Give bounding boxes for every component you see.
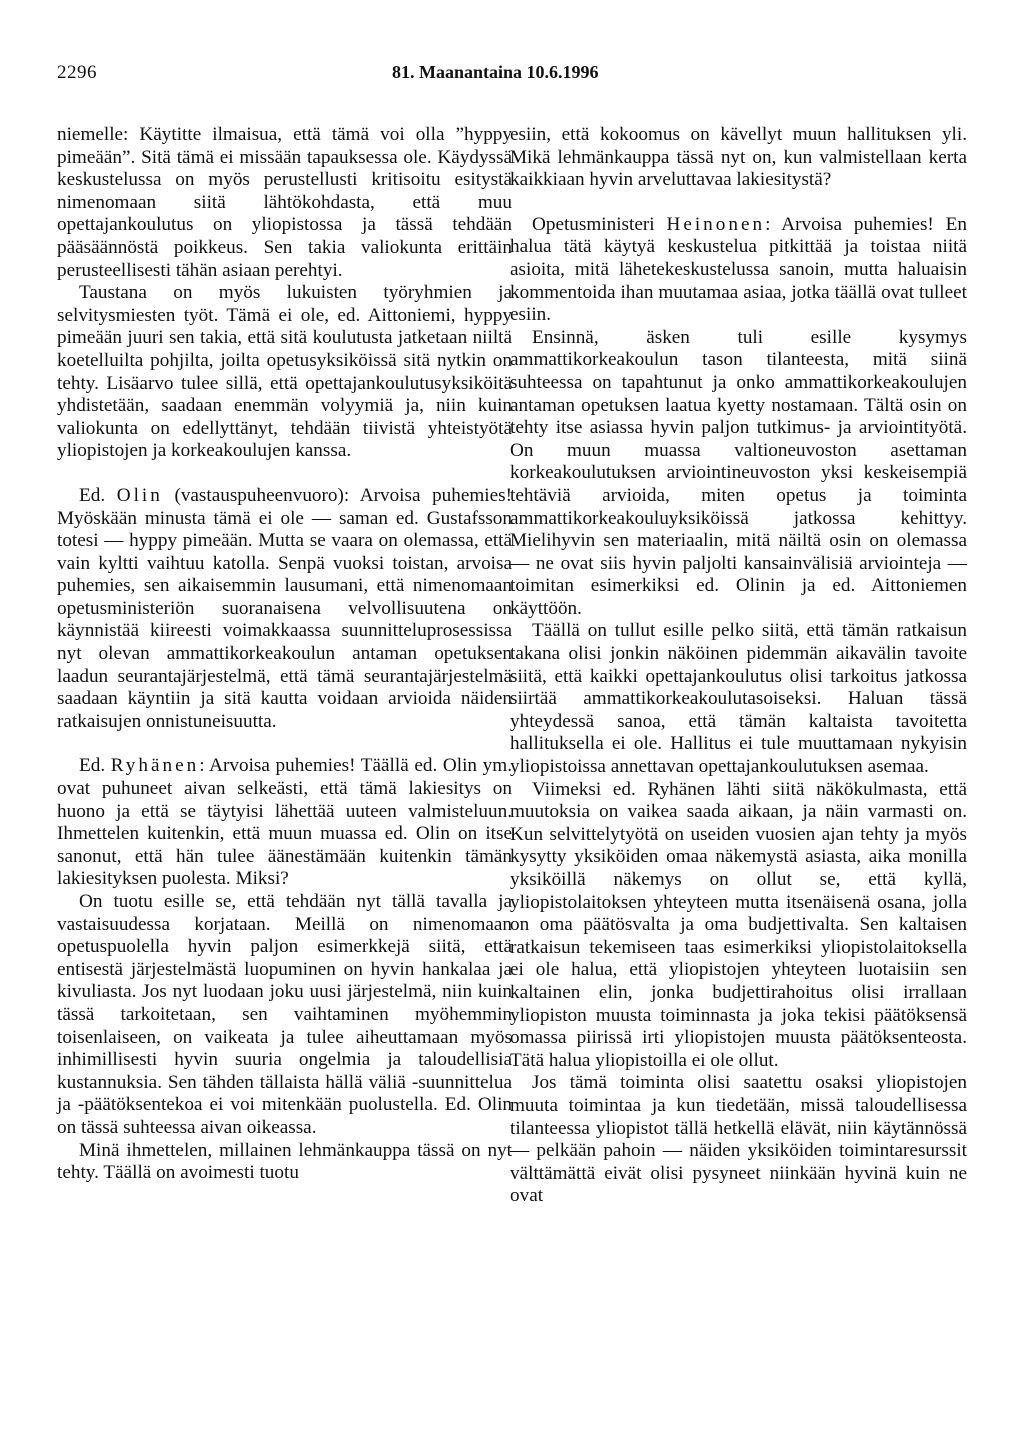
speech-ryhanen (57, 755, 512, 891)
speech-text: : Arvoisa puhemies! En halua tätä käytyä keskustelua pitkittää ja toistaa niitä asioita, mitä lähetekeskustelussa sanoin, mutta haluaisin kommentoida ihan muutamaa asiaa, jotka täällä ovat tulleet esiin. (510, 213, 967, 326)
paragraph: Ensinnä, äsken tuli esille kysymys ammattikorkeakoulun tason tilanteesta, mitä siinä suhteessa on tapahtunut ja onko ammattikorkeakoulujen antaman opetuksen laatua kyetty nostamaan. Tältä osin on tehty itse asiassa hyvin paljon tutkimus- ja arviointityötä. On muun muassa valtioneuvoston asettaman korkeakoulutuksen arviointineuvoston yksi keskeisempiä tehtäviä arvioida, miten opetus ja toiminta ammattikorkeakouluyksiköissä jatkossa kehittyy. Mielihyvin sen materiaalin, mitä näiltä osin on olemassa — ne ovat siis hyvin paljolti kansainvälisiä arviointeja — toimitan esimerkiksi ed. Olinin ja ed. Aittoniemen käyttöön. (510, 326, 967, 619)
running-head: 81. Maanantaina 10.6.1996 (392, 62, 599, 82)
paragraph: Jos tämä toiminta olisi saatettu osaksi yliopistojen muuta toimintaa ja kun tiedetään, missä taloudellisessa tilanteessa yliopistot tällä hetkellä elävät, niin käytännössä — pelkään pahoin — näiden yksiköiden toimintaresurssit välttämättä eivät olisi pysyneet niinkään hyvinä kuin ne ovat (510, 1072, 967, 1207)
speaker-prefix: Opetusministeri (532, 213, 655, 235)
paragraph: On tuotu esille se, että tehdään nyt tällä tavalla ja vastaisuudessa korjataan. Meillä on nimenomaan opetuspuolella hyvin paljon esimerkkejä siitä, että entisestä järjestelmästä luopuminen on hyvin hankalaa ja kivuliasta. Jos nyt luodaan joku uusi järjestelmä, niin kuin tässä tarkoitetaan, sen vaihtaminen myöhemmin toisenlaiseen, on vaikeata ja tulee aiheuttamaan myös inhimillisesti hyvin suuria ongelmia ja taloudellisia kustannuksia. Sen tähden tällaista hällä väliä -suunnittelua ja -päätöksentekoa ei voi mitenkään puolustella. Ed. Olin on tässä suhteessa aivan oikeassa. (57, 891, 512, 1138)
speaker-name: Olin (116, 484, 163, 506)
speaker-name: Heinonen (666, 213, 766, 235)
speaker-prefix: Ed. (79, 755, 106, 777)
paragraph: Täällä on tullut esille pelko siitä, että tämän ratkaisun takana olisi jonkin näköinen pidemmän aikavälin tavoite siitä, että kaikki opettajankoulutus olisi tarkoitus jatkossa siirtää ammattikorkeakoulutasoiseksi. Haluan tässä yhteydessä sanoa, että tämän kaltaista tavoitetta hallituksella ei ole. Hallitus ei tule muuttamaan nykyisin yliopistoissa annettavan opettajankoulutuksen asemaa. (510, 620, 967, 778)
paragraph: Taustana on myös lukuisten työryhmien ja selvitysmiesten työt. Tämä ei ole, ed. Aittoniemi, hyppy pimeään juuri sen takia, että sitä koulutusta jatketaan niiltä koetelluilta pohjilta, joilta opetusyksiköissä sitä nytkin on tehty. Lisäarvo tulee sillä, että opettajankoulutusyksiköitä yhdistetään, saadaan enemmän volyymiä ja, niin kuin valiokunta on edellyttänyt, tehdään tiivistä yhteistyötä yliopistojen ja korkeakoulujen kanssa. (57, 282, 512, 462)
paragraph: Minä ihmettelen, millainen lehmänkauppa tässä on nyt tehty. Täällä on avoimesti tuotu (57, 1139, 512, 1184)
page-number: 2296 (57, 62, 97, 83)
speech-heinonen (510, 214, 967, 327)
paragraph: Viimeksi ed. Ryhänen lähti siitä näkökulmasta, että muutoksia on vaikea saada aikaan, ja näin varmasti on. Kun selvittelytyötä on useiden vuosien ajan tehty ja myös kysytty yksiköiden omaa näkemystä asiasta, aika monilla yksiköillä näkemys on ollut se, että kyllä, yliopistolaitoksen yhteyteen mutta itsenäisenä osana, jolla on oma päätösvalta ja oma budjettivalta. Sen kaltaisen ratkaisun tekemiseen taas esimerkiksi yliopistolaitoksella ei ole halua, että yliopistojen yhteyteen luotaisiin sen kaltainen elin, jonka budjettirahoitus olisi irrallaan yliopiston muusta toiminnasta ja joka tekisi päätöksensä omassa piirissä irti yliopistojen muusta päätöksenteosta. Tätä halua yliopistoilla ei ole ollut. (510, 778, 967, 1071)
paragraph: esiin, että kokoomus on kävellyt muun hallituksen yli. Mikä lehmänkauppa tässä nyt on, kun valmistellaan kerta kaikkiaan hyvin arveluttavaa lakiesitystä? (510, 124, 967, 191)
speaker-prefix: Ed. (79, 484, 106, 506)
speech-olin (57, 485, 512, 734)
speech-text: (vastauspuheenvuoro): Arvoisa puhemies! Myöskään minusta tämä ei ole — saman ed. Gustafsson totesi — hyppy pimeään. Mutta se vaara on olemassa, että vain kyltti vaihtuu katolla. Senpä vuoksi toistan, arvoisa puhemies, sen aikaisemmin lausumani, että nimenomaan opetusministeriön suoranaisena velvollisuutena on käynnistää kiireesti voimakkaassa suunnitteluprosessissa nyt olevan ammattikorkeakoulun antaman opetuksen laadun seurantajärjestelmä, että tämä seurantajärjestelmä saadaan käyntiin ja sitä kautta voidaan arvioida näiden ratkaisujen onnistuneisuutta. (57, 484, 512, 732)
right-column (510, 124, 967, 1208)
speech-text: : Arvoisa puhemies! Täällä ed. Olin ym. ovat puhuneet aivan selkeästi, että tämä lakiesitys on huono ja että se täytyisi lähettää uuteen valmisteluun. Ihmettelen kuitenkin, että muun muassa ed. Olin on itse sanonut, että hän tulee äänestämään kuitenkin tämän lakiesityksen puolesta. Miksi? (57, 755, 512, 890)
speaker-name: Ryhänen (110, 755, 200, 777)
paragraph: niemelle: Käytitte ilmaisua, että tämä voi olla ”hyppy pimeään”. Sitä tämä ei missään tapauksessa ole. Käydyssä keskustelussa on myös perustellusti kritisoitu esitystä nimenomaan siitä lähtökohdasta, että muu opettajankoulutus on yliopistossa ja tässä tehdään pääsäännöstä poikkeus. Sen takia valiokunta erittäin perusteellisesti tähän asiaan perehtyi. (57, 124, 512, 281)
left-column (57, 124, 512, 1185)
